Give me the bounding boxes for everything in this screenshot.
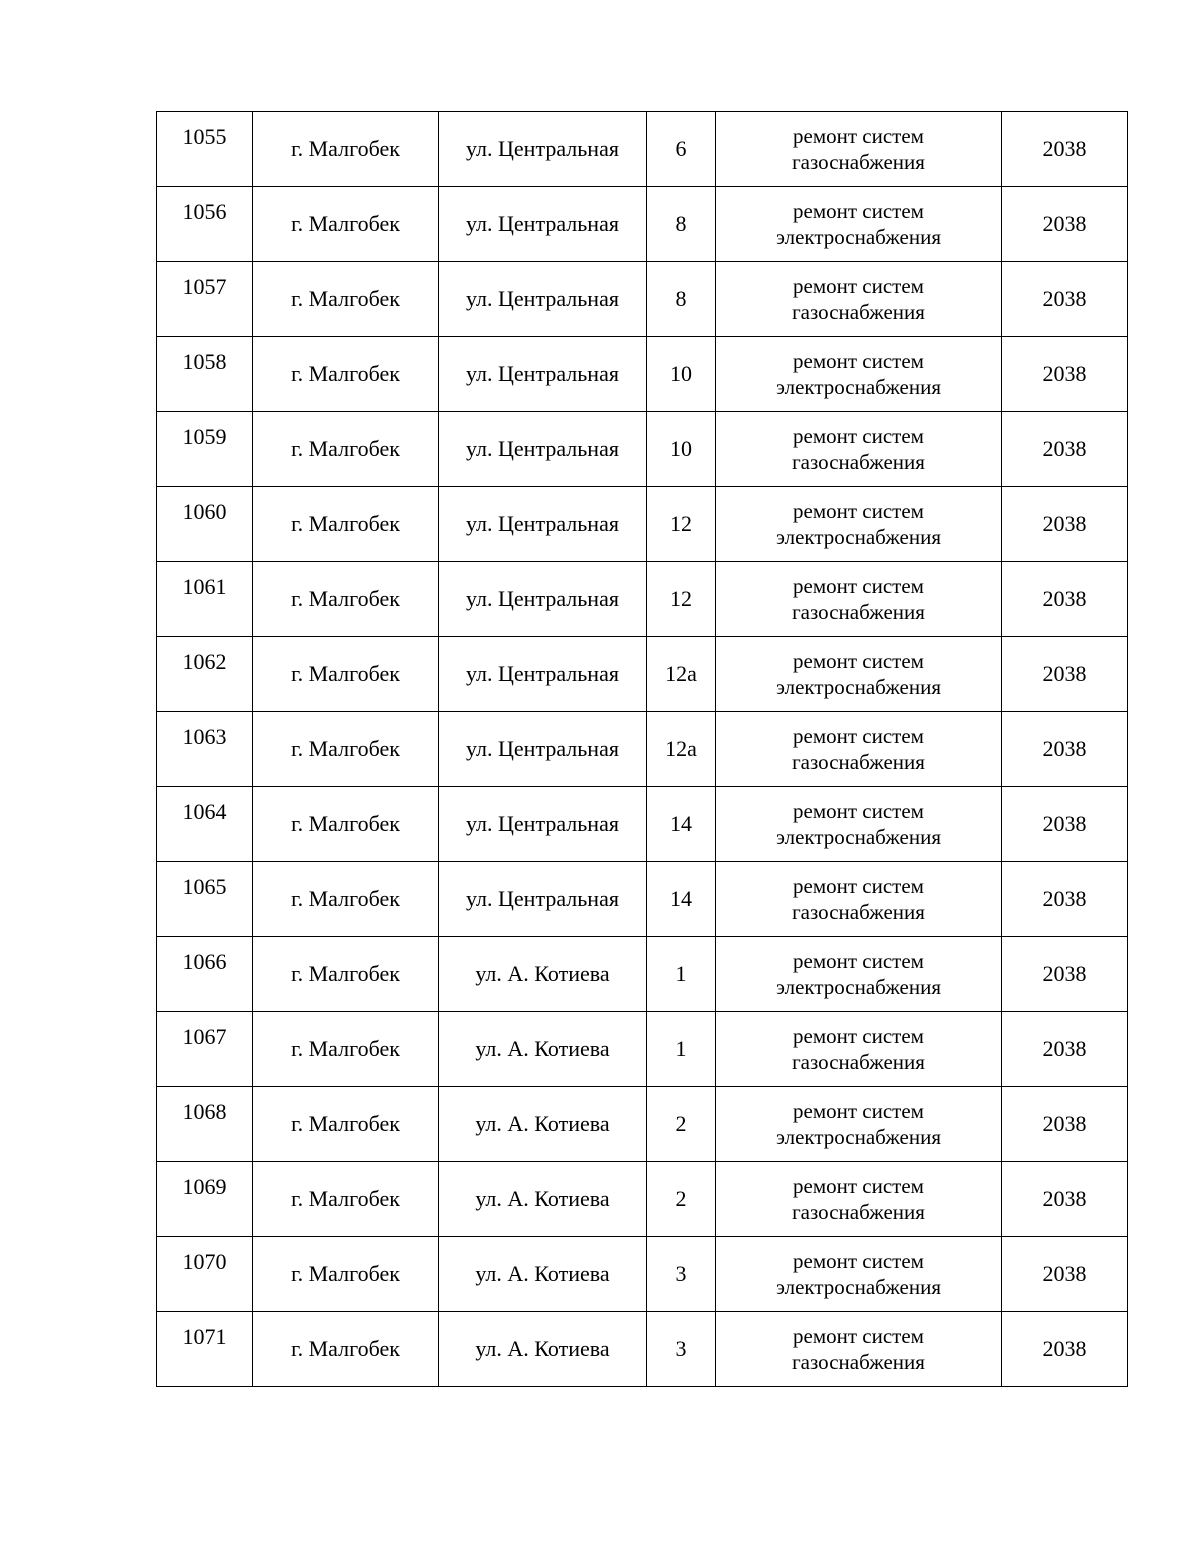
row-number: 1065	[157, 862, 253, 937]
work-type-cell	[716, 787, 1002, 862]
street-cell: ул. А. Котиева	[439, 1087, 647, 1162]
work-type-cell	[716, 562, 1002, 637]
year-cell: 2038	[1002, 562, 1128, 637]
house-cell: 14	[647, 862, 716, 937]
street-cell: ул. А. Котиева	[439, 1162, 647, 1237]
work-type-line2: газоснабжения	[792, 1050, 925, 1074]
row-number: 1064	[157, 787, 253, 862]
city-cell: г. Малгобек	[253, 487, 439, 562]
city-cell: г. Малгобек	[253, 787, 439, 862]
house-cell: 12а	[647, 712, 716, 787]
house-cell: 14	[647, 787, 716, 862]
repair-schedule-table	[156, 111, 1128, 1387]
city-cell: г. Малгобек	[253, 937, 439, 1012]
street-cell: ул. Центральная	[439, 262, 647, 337]
table-row	[157, 262, 1128, 337]
table-row	[157, 187, 1128, 262]
work-type-cell	[716, 1312, 1002, 1387]
work-type-cell	[716, 262, 1002, 337]
year-cell: 2038	[1002, 1312, 1128, 1387]
row-number: 1071	[157, 1312, 253, 1387]
house-cell: 10	[647, 337, 716, 412]
row-number: 1066	[157, 937, 253, 1012]
year-cell: 2038	[1002, 712, 1128, 787]
street-cell: ул. А. Котиева	[439, 937, 647, 1012]
work-type-line2: газоснабжения	[792, 750, 925, 774]
city-cell: г. Малгобек	[253, 712, 439, 787]
city-cell: г. Малгобек	[253, 1312, 439, 1387]
work-type-line2: газоснабжения	[792, 600, 925, 624]
work-type-line1: ремонт систем	[793, 574, 924, 598]
work-type-line1: ремонт систем	[793, 874, 924, 898]
table-body	[157, 112, 1128, 1387]
year-cell: 2038	[1002, 787, 1128, 862]
row-number: 1070	[157, 1237, 253, 1312]
work-type-line2: электроснабжения	[775, 525, 942, 549]
work-type-line2: электроснабжения	[775, 375, 942, 399]
house-cell: 3	[647, 1237, 716, 1312]
city-cell: г. Малгобек	[253, 1012, 439, 1087]
work-type-line2: электроснабжения	[775, 1125, 942, 1149]
table-row	[157, 1237, 1128, 1312]
table-row	[157, 862, 1128, 937]
street-cell: ул. Центральная	[439, 787, 647, 862]
work-type-line1: ремонт систем	[793, 199, 924, 223]
work-type-cell	[716, 187, 1002, 262]
work-type-line1: ремонт систем	[793, 724, 924, 748]
row-number: 1056	[157, 187, 253, 262]
house-cell: 1	[647, 1012, 716, 1087]
work-type-line1: ремонт систем	[793, 799, 924, 823]
year-cell: 2038	[1002, 487, 1128, 562]
table-row	[157, 937, 1128, 1012]
city-cell: г. Малгобек	[253, 1087, 439, 1162]
year-cell: 2038	[1002, 1237, 1128, 1312]
year-cell: 2038	[1002, 862, 1128, 937]
street-cell: ул. Центральная	[439, 337, 647, 412]
work-type-line1: ремонт систем	[793, 949, 924, 973]
table-row	[157, 412, 1128, 487]
work-type-cell	[716, 337, 1002, 412]
table-row	[157, 562, 1128, 637]
work-type-line1: ремонт систем	[793, 124, 924, 148]
row-number: 1068	[157, 1087, 253, 1162]
row-number: 1067	[157, 1012, 253, 1087]
year-cell: 2038	[1002, 1087, 1128, 1162]
street-cell: ул. А. Котиева	[439, 1237, 647, 1312]
house-cell: 12	[647, 562, 716, 637]
house-cell: 10	[647, 412, 716, 487]
work-type-cell	[716, 1087, 1002, 1162]
house-cell: 2	[647, 1087, 716, 1162]
city-cell: г. Малгобек	[253, 412, 439, 487]
work-type-line1: ремонт систем	[793, 1024, 924, 1048]
work-type-cell	[716, 112, 1002, 187]
street-cell: ул. Центральная	[439, 187, 647, 262]
work-type-line2: газоснабжения	[792, 150, 925, 174]
city-cell: г. Малгобек	[253, 862, 439, 937]
work-type-cell	[716, 637, 1002, 712]
work-type-line2: электроснабжения	[775, 1275, 942, 1299]
work-type-cell	[716, 937, 1002, 1012]
year-cell: 2038	[1002, 637, 1128, 712]
table-row	[157, 487, 1128, 562]
table-row	[157, 1012, 1128, 1087]
house-cell: 3	[647, 1312, 716, 1387]
table-row	[157, 637, 1128, 712]
street-cell: ул. А. Котиева	[439, 1312, 647, 1387]
year-cell: 2038	[1002, 187, 1128, 262]
work-type-cell	[716, 862, 1002, 937]
city-cell: г. Малгобек	[253, 637, 439, 712]
city-cell: г. Малгобек	[253, 562, 439, 637]
row-number: 1062	[157, 637, 253, 712]
table-row	[157, 712, 1128, 787]
city-cell: г. Малгобек	[253, 1162, 439, 1237]
work-type-line1: ремонт систем	[793, 424, 924, 448]
year-cell: 2038	[1002, 337, 1128, 412]
work-type-line1: ремонт систем	[793, 274, 924, 298]
year-cell: 2038	[1002, 112, 1128, 187]
row-number: 1063	[157, 712, 253, 787]
year-cell: 2038	[1002, 262, 1128, 337]
street-cell: ул. Центральная	[439, 412, 647, 487]
work-type-line1: ремонт систем	[793, 1099, 924, 1123]
city-cell: г. Малгобек	[253, 112, 439, 187]
street-cell: ул. Центральная	[439, 637, 647, 712]
house-cell: 8	[647, 262, 716, 337]
work-type-cell	[716, 1237, 1002, 1312]
table-row	[157, 1162, 1128, 1237]
work-type-line2: газоснабжения	[792, 900, 925, 924]
work-type-line1: ремонт систем	[793, 499, 924, 523]
work-type-line2: электроснабжения	[775, 975, 942, 999]
work-type-line1: ремонт систем	[793, 649, 924, 673]
house-cell: 1	[647, 937, 716, 1012]
work-type-line1: ремонт систем	[793, 1249, 924, 1273]
work-type-cell	[716, 1012, 1002, 1087]
street-cell: ул. Центральная	[439, 862, 647, 937]
work-type-cell	[716, 712, 1002, 787]
table-row	[157, 337, 1128, 412]
city-cell: г. Малгобек	[253, 262, 439, 337]
work-type-line2: электроснабжения	[775, 225, 942, 249]
row-number: 1069	[157, 1162, 253, 1237]
street-cell: ул. Центральная	[439, 487, 647, 562]
city-cell: г. Малгобек	[253, 187, 439, 262]
year-cell: 2038	[1002, 1162, 1128, 1237]
house-cell: 2	[647, 1162, 716, 1237]
house-cell: 6	[647, 112, 716, 187]
work-type-line2: газоснабжения	[792, 1350, 925, 1374]
table-row	[157, 787, 1128, 862]
row-number: 1061	[157, 562, 253, 637]
row-number: 1059	[157, 412, 253, 487]
work-type-line2: газоснабжения	[792, 450, 925, 474]
work-type-line1: ремонт систем	[793, 349, 924, 373]
house-cell: 12	[647, 487, 716, 562]
work-type-cell	[716, 1162, 1002, 1237]
work-type-line2: электроснабжения	[775, 825, 942, 849]
table-row	[157, 112, 1128, 187]
table-row	[157, 1087, 1128, 1162]
row-number: 1055	[157, 112, 253, 187]
street-cell: ул. Центральная	[439, 112, 647, 187]
work-type-line2: газоснабжения	[792, 300, 925, 324]
street-cell: ул. А. Котиева	[439, 1012, 647, 1087]
row-number: 1057	[157, 262, 253, 337]
work-type-line2: электроснабжения	[775, 675, 942, 699]
work-type-cell	[716, 487, 1002, 562]
city-cell: г. Малгобек	[253, 337, 439, 412]
street-cell: ул. Центральная	[439, 712, 647, 787]
city-cell: г. Малгобек	[253, 1237, 439, 1312]
house-cell: 8	[647, 187, 716, 262]
row-number: 1058	[157, 337, 253, 412]
year-cell: 2038	[1002, 412, 1128, 487]
work-type-line1: ремонт систем	[793, 1174, 924, 1198]
street-cell: ул. Центральная	[439, 562, 647, 637]
year-cell: 2038	[1002, 1012, 1128, 1087]
table-row	[157, 1312, 1128, 1387]
work-type-cell	[716, 412, 1002, 487]
work-type-line2: газоснабжения	[792, 1200, 925, 1224]
year-cell: 2038	[1002, 937, 1128, 1012]
work-type-line1: ремонт систем	[793, 1324, 924, 1348]
row-number: 1060	[157, 487, 253, 562]
house-cell: 12а	[647, 637, 716, 712]
